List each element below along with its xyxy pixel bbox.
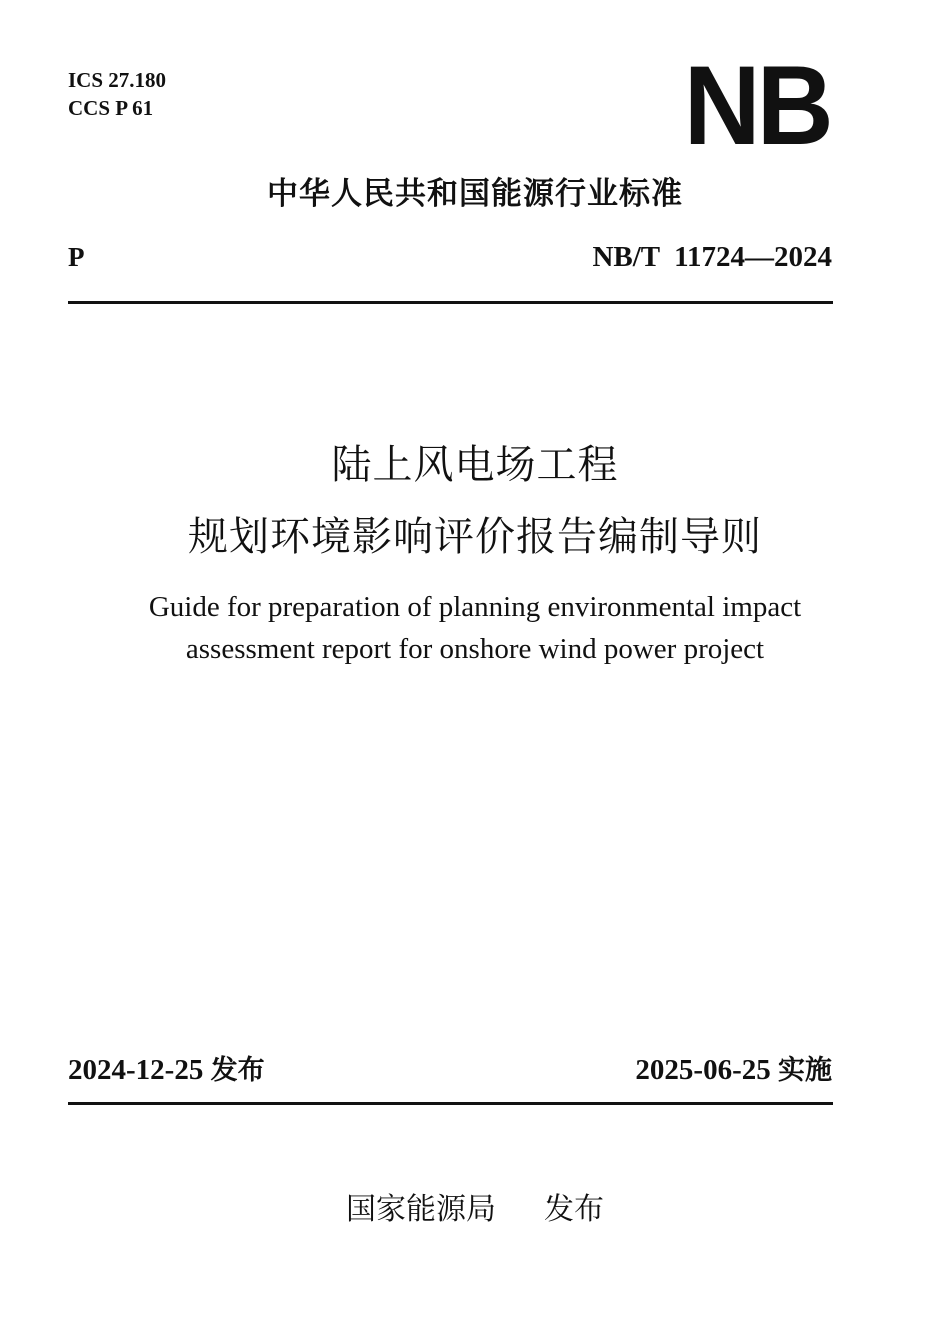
issue-date: 2024-12-25 [68, 1054, 204, 1086]
class-code: P [68, 242, 85, 272]
implementation-date-line [635, 1050, 832, 1091]
classification-codes [68, 66, 166, 122]
chinese-title-line-2: 规划环境影响评价报告编制导则 [188, 514, 762, 560]
english-title-line-2: assessment report for onshore wind power project [185, 633, 765, 665]
header-divider [68, 301, 833, 304]
nb-logo: NB [683, 43, 830, 168]
publisher-action: 发布 [544, 1192, 604, 1227]
standard-number: NB/T 11724—2024 [592, 241, 832, 273]
chinese-title-line-1: 陆上风电场工程 [331, 442, 619, 488]
footer-divider [68, 1102, 833, 1105]
publisher-line [0, 1188, 950, 1232]
english-title-line-1: Guide for preparation of planning environmental impact [148, 591, 802, 623]
implementation-label: 实施 [778, 1055, 832, 1086]
issue-date-line [68, 1050, 265, 1091]
implementation-date: 2025-06-25 [635, 1054, 771, 1086]
publisher-name: 国家能源局 [346, 1192, 496, 1227]
issue-label: 发布 [210, 1055, 265, 1086]
ics-code: ICS 27.180 [68, 68, 167, 92]
ccs-code: CCS P 61 [68, 96, 154, 120]
standard-category-title: 中华人民共和国能源行业标准 [267, 176, 683, 212]
